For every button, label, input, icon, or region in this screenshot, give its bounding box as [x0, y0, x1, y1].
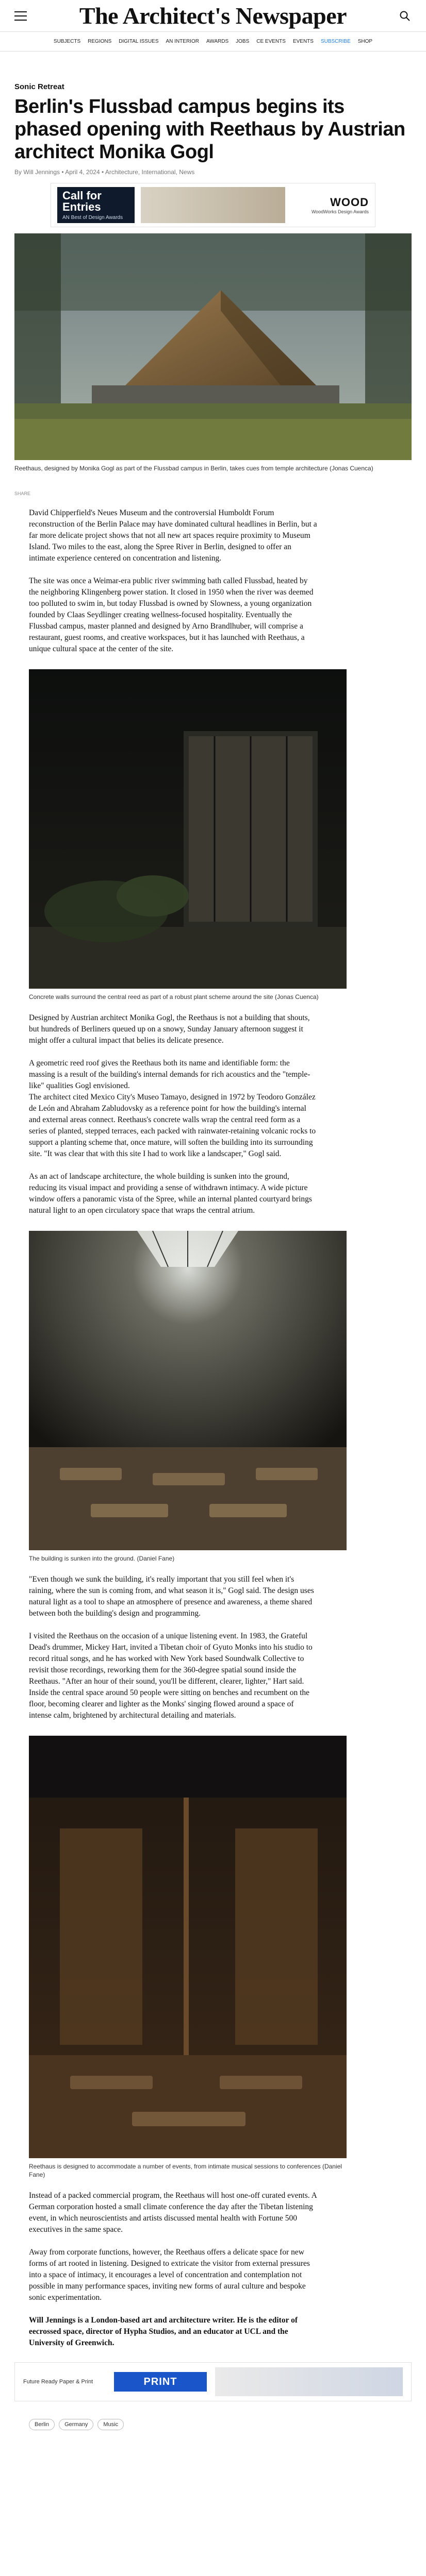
nav-regions[interactable]: REGIONS: [88, 39, 112, 44]
nav-subjects[interactable]: SUBJECTS: [53, 39, 81, 44]
ad-brand: WOOD: [330, 196, 369, 209]
interior-photo[interactable]: [29, 1231, 347, 1550]
article-kicker[interactable]: Sonic Retreat: [14, 82, 64, 91]
body-paragraph: The site was once a Weimar-era public river swimming bath called Flussbad, heated by the neighboring Klingenberg power station. It closed in 1950 when the river was deemed too polluted to swim in, but today Flussbad is owned by Slowness, a young organization founded by Claas Seydlinger creating wellness-focused hospitality. Eventually the Flussbad campus, master planned and designed by Arno Brandlhuber, will comprise a restaurant, guest rooms, and creative workspaces, but it has launched with Reethaus, a unique cultural space at the center of the site.: [29, 577, 314, 653]
article-headline: Berlin's Flussbad campus begins its phased opening with Reethaus by Austrian architect Monika Gogl: [14, 96, 405, 163]
courtyard-photo[interactable]: [29, 669, 347, 989]
ad2-image: [215, 2367, 403, 2396]
nav-digital-issues[interactable]: DIGITAL ISSUES: [119, 39, 159, 44]
article-byline: By Will Jennings • April 4, 2024 • Architecture, International, News: [14, 168, 195, 176]
author-bio: [29, 2315, 318, 2349]
nav-an-interior[interactable]: AN INTERIOR: [166, 39, 199, 44]
article-body: [29, 2190, 318, 2349]
nav-ce-events[interactable]: CE EVENTS: [256, 39, 286, 44]
site-header: [0, 0, 426, 32]
article-body: [29, 1574, 318, 1721]
share-label[interactable]: SHARE: [14, 491, 31, 496]
body-paragraph: Away from corporate functions, however, the Reethaus offers a delicate space for new forms of art rooted in listening. Designed to extricate the visitor from external pressures into a space of intimacy, it encourages a level of concentration and contemplation not possible in many performance spaces, inviting new forms of aural culture and bespoke sonic experimentation.: [29, 2248, 310, 2302]
body-paragraph: A geometric reed roof gives the Reethaus both its name and identifiable form: the massing is a result of the building's internal demands for rich acoustics and the "temple-like" qualities Gogl envisioned.: [29, 1059, 310, 1090]
author-bio-text: Will Jennings is a London-based art and architecture writer. He is the editor of eecrossed space, director of Hypha Studios, and an educator at UCL and the University of Greenwich.: [29, 2316, 298, 2347]
event-photo[interactable]: [29, 1736, 347, 2158]
nav-events[interactable]: EVENTS: [292, 39, 314, 44]
article-tags: [29, 2419, 412, 2446]
ad-image: [141, 187, 285, 223]
body-paragraph: "Even though we sunk the building, it's really important that you still feel when it's raining, where the sun is coming from, and what season it is," Gogl said. The design uses natural light as a tool to shape an atmosphere of presence and awareness, a theme shared between both the building's design and programming.: [29, 1575, 314, 1618]
search-icon[interactable]: [399, 10, 411, 22]
tag-music[interactable]: Music: [97, 2419, 124, 2430]
nav-subscribe[interactable]: SUBSCRIBE: [320, 39, 351, 44]
ad-brand-tag: WoodWorks Design Awards: [311, 209, 369, 214]
article-body: [29, 507, 318, 655]
body-paragraph: As an act of landscape architecture, the whole building is sunken into the ground, reducing its visual impact and providing a sense of withdrawn intimacy. A wide picture window offers a panoramic vista of the Spree, while an internal planted courtyard brings natural light to an open circulatory space that wraps the central atrium.: [29, 1172, 312, 1215]
event-caption: Reethaus is designed to accommodate a number of events, from intimate musical sessions to conferences (Daniel Fane): [29, 2163, 342, 2178]
body-paragraph: I visited the Reethaus on the occasion of a unique listening event. In 1983, the Grateful Dead's drummer, Mickey Hart, invited a Tibetan choir of Gyuto Monks into his studio to record ritual songs, and he has worked with New York based Soundwalk Collective to revisit those recordings, reworking them for the 360-degree spatial sound inside the Reethaus. "After an hour of their sound, you'll be different, clearer, lighter," Hart said. Inside the central space around 50 people were sitting on benches and recumbent on the floor, becoming clearer and lighter as the Monks' singing flowed around a space of intense calm, brightened by architectural detailing and materials.: [29, 1632, 313, 1720]
body-paragraph: David Chipperfield's Neues Museum and the controversial Humboldt Forum reconstruction of the Berlin Palace may have dominated cultural headlines in Berlin, but a far more delicate project shows that not all new art spaces require proximity to Museum Island. Two miles to the east, along the Spree River in Berlin, designed to offer an intimate experience centered on concentration and listening.: [29, 509, 317, 563]
figure-interior: [29, 1231, 347, 1563]
nav-awards[interactable]: AWARDS: [206, 39, 229, 44]
courtyard-caption: Concrete walls surround the central reed as part of a robust plant scheme around the site (Jonas Cuenca): [29, 993, 319, 1001]
interior-caption: The building is sunken into the ground. (Daniel Fane): [29, 1555, 175, 1562]
figure-event: [29, 1736, 347, 2179]
hero-caption: Reethaus, designed by Monika Gogl as part of the Flussbad campus in Berlin, takes cues from temple architecture (Jonas Cuenca): [14, 465, 373, 472]
main-nav: [0, 32, 426, 52]
hero-photo[interactable]: [14, 233, 412, 460]
tag-berlin[interactable]: Berlin: [29, 2419, 55, 2430]
figure-courtyard: [29, 669, 347, 1001]
top-ad-banner[interactable]: [51, 183, 375, 227]
ad-cta-block: [57, 187, 135, 223]
tag-germany[interactable]: Germany: [59, 2419, 93, 2430]
body-paragraph: Instead of a packed commercial program, the Reethaus will host one-off curated events. A German corporation hosted a small climate conference the day after the Tibetan listening event, in which neuroscientists and artists discussed mental health with Fortune 500 executives in the same space.: [29, 2191, 317, 2234]
ad2-print-button[interactable]: PRINT: [114, 2372, 207, 2392]
nav-jobs[interactable]: JOBS: [236, 39, 250, 44]
ad-logo: [291, 196, 369, 214]
article-body: [29, 1012, 318, 1216]
menu-icon[interactable]: [14, 11, 27, 21]
ad-cta-title: Call for Entries: [62, 189, 102, 213]
nav-shop[interactable]: SHOP: [357, 39, 373, 44]
body-paragraph: Designed by Austrian architect Monika Gogl, the Reethaus is not a building that shouts, but hundreds of Berliners queued up on a snowy, Sunday January afternoon suggest it might offer a cultural impact that belies its delicate presence.: [29, 1013, 310, 1045]
site-masthead[interactable]: The Architect's Newspaper: [79, 3, 347, 29]
bottom-ad-banner[interactable]: [14, 2362, 412, 2401]
hero-figure: [14, 233, 412, 472]
ad-cta-subtitle: AN Best of Design Awards: [62, 214, 123, 221]
body-paragraph: The architect cited Mexico City's Museo Tamayo, designed in 1972 by Teodoro González de León and Abraham Zabludovsky as a reference point for how the building's internal and external areas connect. Reethaus's concrete walls wrap the central reed form as a series of planted, stepped terraces, each packed with rainwater-retaining volcanic rocks to support a planting scheme that, once mature, will soften the building into its surrounding site. "It was clear that with this site I had to work like a landscaper," Gogl said.: [29, 1093, 316, 1158]
article-container: [14, 82, 412, 2446]
ad2-left-text: Future Ready Paper & Print: [23, 2379, 93, 2385]
